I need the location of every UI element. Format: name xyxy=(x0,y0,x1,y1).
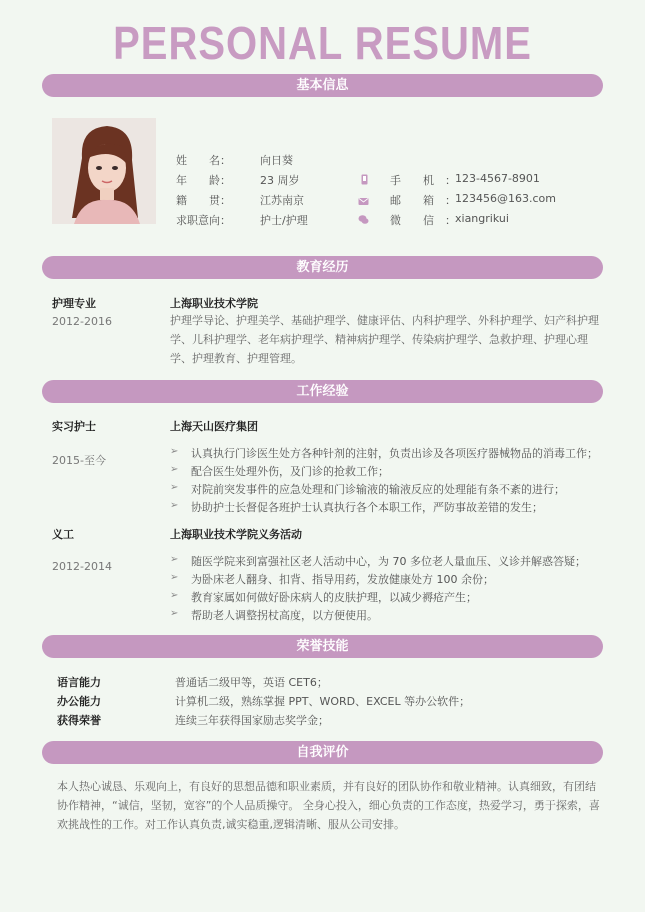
age-label: 年 龄： xyxy=(176,174,231,187)
resume-title: PERSONAL RESUME xyxy=(113,18,532,70)
email-value: 123456@163.com xyxy=(455,192,556,205)
work-period-2: 2012-2014 xyxy=(52,560,112,573)
work-item: 随医学院来到富强社区老人活动中心，为 70 多位老人量血压、义诊并解惑答疑； xyxy=(191,555,586,568)
work-item: 对院前突发事件的应急处理和门诊输液的输液反应的处理能有条不紊的进行； xyxy=(191,483,565,496)
wechat-icon xyxy=(358,214,369,225)
section-bar-basic: 基本信息 xyxy=(42,74,603,97)
phone-value: 123-4567-8901 xyxy=(455,172,540,185)
work-item: 教育家属如何做好卧床病人的皮肤护理，以减少褥疮产生； xyxy=(191,591,477,604)
phone-label: 手 机 ： xyxy=(390,174,456,187)
education-courses: 护理学导论、护理美学、基础护理学、健康评估、内科护理学、外科护理学、妇产科护理学、儿科护理学、老年病护理学、精神病护理学、传染病护理学、急救护理、护理心理学、护理教育、护理管理。 xyxy=(170,314,599,365)
section-bar-honors: 荣誉技能 xyxy=(42,635,603,658)
bullet-icon: ➢ xyxy=(170,446,179,457)
bullet-icon: ➢ xyxy=(170,464,179,475)
work-item: 协助护士长督促各班护士认真执行各个本职工作，严防事故差错的发生； xyxy=(191,501,543,514)
phone-icon xyxy=(359,174,370,185)
name-label: 姓 名： xyxy=(176,154,231,167)
work-role-1: 实习护士 xyxy=(52,420,96,433)
objective-value: 护士/护理 xyxy=(260,214,308,227)
age-value: 23 周岁 xyxy=(260,174,300,187)
education-major: 护理专业 xyxy=(52,297,96,310)
education-period: 2012-2016 xyxy=(52,315,112,328)
work-period-1: 2015-至今 xyxy=(52,454,106,467)
profile-photo xyxy=(52,118,156,224)
self-evaluation: 本人热心诚恳、乐观向上，有良好的思想品德和职业素质，并有良好的团队协作和敬业精神。认真细致，有团结协作精神，“诚信，坚韧，宽容”的个人品质操守。 全身心投入，细心负责的工作态度，热爱学习，勇于探索，喜欢挑战性的工作。对工作认真负责,诚实稳重,逻辑清晰、服从公司安排。 xyxy=(57,780,600,831)
section-bar-self: 自我评价 xyxy=(42,741,603,764)
hometown-label: 籍 贯： xyxy=(176,194,231,207)
honor-label: 办公能力 xyxy=(57,695,101,708)
work-item: 为卧床老人翻身、扣背、指导用药，发放健康处方 100 余份； xyxy=(191,573,494,586)
bullet-icon: ➢ xyxy=(170,482,179,493)
work-item: 配合医生处理外伤，及门诊的抢救工作； xyxy=(191,465,389,478)
honor-value: 连续三年获得国家励志奖学金； xyxy=(175,714,329,727)
work-org-1: 上海天山医疗集团 xyxy=(170,420,258,433)
mail-icon xyxy=(358,196,369,207)
section-bar-work: 工作经验 xyxy=(42,380,603,403)
work-item: 认真执行门诊医生处方各种针剂的注射，负责出诊及各项医疗器械物品的消毒工作； xyxy=(191,447,598,460)
honor-label: 获得荣誉 xyxy=(57,714,101,727)
bullet-icon: ➢ xyxy=(170,500,179,511)
wechat-value: xiangrikui xyxy=(455,212,509,225)
bullet-icon: ➢ xyxy=(170,572,179,583)
section-bar-education: 教育经历 xyxy=(42,256,603,279)
bullet-icon: ➢ xyxy=(170,554,179,565)
email-label: 邮 箱 ： xyxy=(390,194,456,207)
education-school: 上海职业技术学院 xyxy=(170,297,258,310)
honor-value: 计算机二级，熟练掌握 PPT、WORD、EXCEL 等办公软件； xyxy=(175,695,471,708)
work-role-2: 义工 xyxy=(52,528,74,541)
wechat-label: 微 信 ： xyxy=(390,214,456,227)
work-item: 帮助老人调整拐杖高度，以方便使用。 xyxy=(191,609,378,622)
bullet-icon: ➢ xyxy=(170,608,179,619)
bullet-icon: ➢ xyxy=(170,590,179,601)
objective-label: 求职意向： xyxy=(176,214,231,227)
honor-label: 语言能力 xyxy=(57,676,101,689)
work-org-2: 上海职业技术学院义务活动 xyxy=(170,528,302,541)
honor-value: 普通话二级甲等，英语 CET6； xyxy=(175,676,328,689)
hometown-value: 江苏南京 xyxy=(260,194,304,207)
name-value: 向日葵 xyxy=(260,154,293,167)
